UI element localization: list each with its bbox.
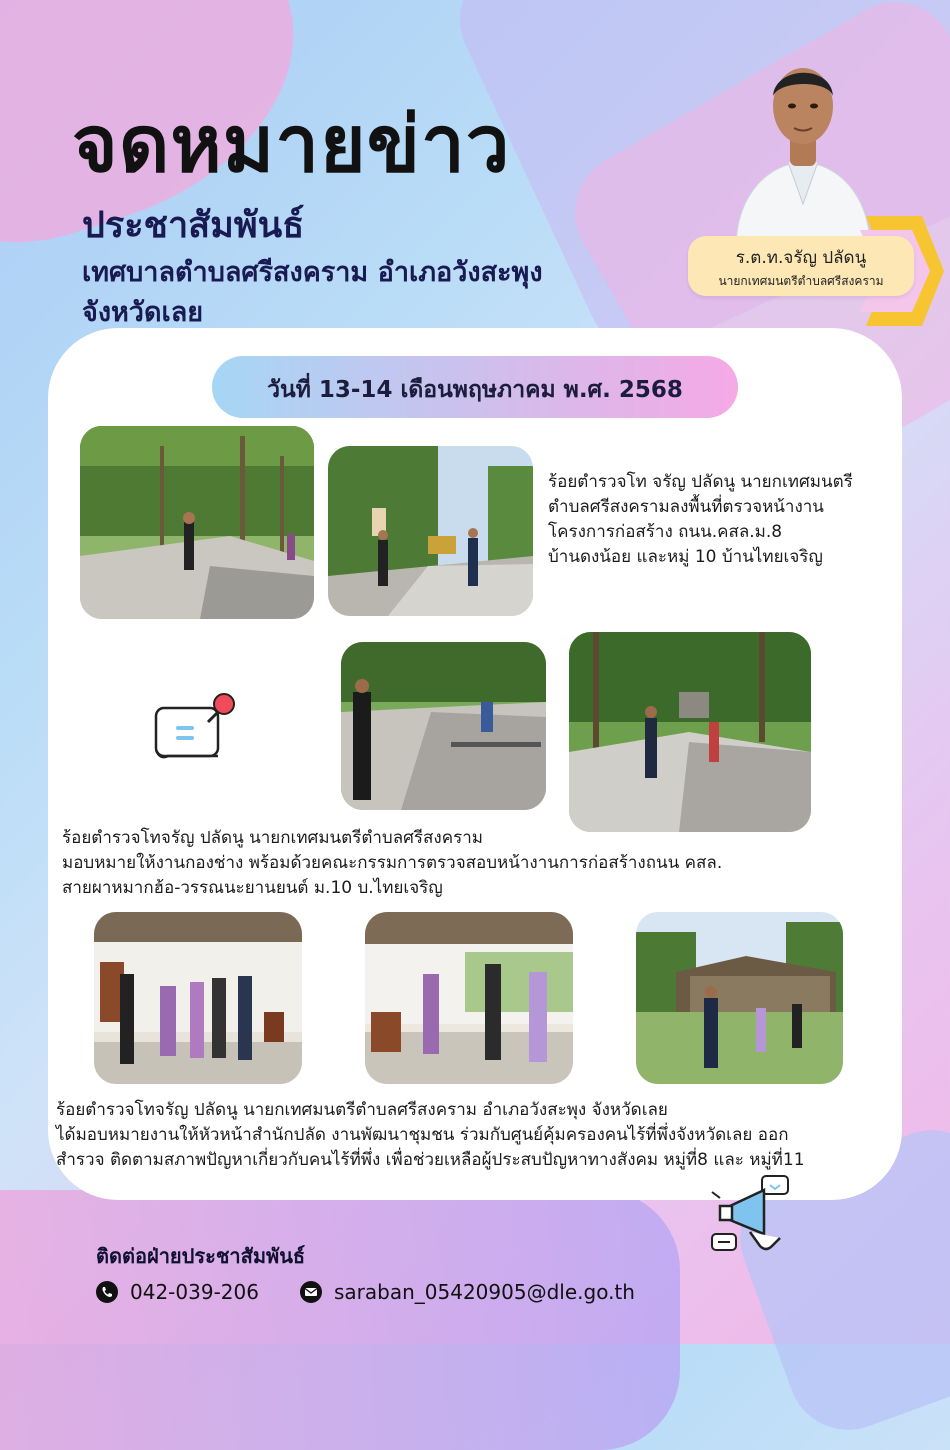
province-name: จังหวัดเลย — [82, 297, 204, 328]
email-icon — [300, 1281, 322, 1303]
photo-concrete-work-1 — [341, 642, 546, 810]
official-name: ร.ต.ท.จรัญ ปลัดนู — [735, 248, 867, 268]
megaphone-icon — [710, 1172, 798, 1258]
photo-community-visit-1 — [94, 912, 302, 1084]
phone-icon — [96, 1281, 118, 1303]
date-text: วันที่ 13-14 เดือนพฤษภาคม พ.ศ. 2568 — [267, 377, 683, 403]
photo-road-inspection-2 — [328, 446, 533, 616]
photo-community-visit-3 — [636, 912, 843, 1084]
photo-concrete-work-2 — [569, 632, 811, 832]
background-shape — [0, 1190, 680, 1450]
memo-pin-icon — [150, 690, 240, 762]
section-1-text: ร้อยตำรวจโท จรัญ ปลัดนู นายกเทศมนตรี ตำบลศรีสงครามลงพื้นที่ตรวจหน้างาน โครงการก่อสร้าง ถนน.คสล.ม.8 บ้านดงน้อย และหมู่ 10 บ้านไทยเจริญ — [548, 472, 853, 567]
contact-email[interactable] — [300, 1278, 635, 1306]
date-banner — [212, 356, 738, 418]
phone-number: 042-039-206 — [130, 1280, 259, 1304]
contact-title: ติดต่อฝ่ายประชาสัมพันธ์ — [96, 1244, 306, 1268]
photo-road-inspection-1 — [80, 426, 314, 619]
newsletter-subtitle: ประชาสัมพันธ์ — [82, 205, 305, 246]
official-name-card — [688, 236, 914, 296]
official-position: นายกเทศมนตรีตำบลศรีสงคราม — [718, 274, 884, 288]
contact-phone[interactable] — [96, 1278, 259, 1306]
section-3-text: ร้อยตำรวจโทจรัญ ปลัดนู นายกเทศมนตรีตำบลศรีสงคราม อำเภอวังสะพุง จังหวัดเลย ได้มอบหมายงานให้หัวหน้าสำนักปลัด งานพัฒนาชุมชน ร่วมกับศูนย์คุ้มครองคนไร้ที่พึ่งจังหวัดเลย ออก สำรวจ ติดตามสภาพปัญหาเกี่ยวกับคนไร้ที่พึ่ง เพื่อช่วยเหลือผู้ประสบปัญหาทางสังคม หมู่ที่8 และ หมู่ที่11 — [56, 1100, 805, 1170]
organization-name: เทศบาลตำบลศรีสงคราม อำเภอวังสะพุง — [82, 257, 543, 288]
email-address: saraban_05420905@dle.go.th — [334, 1280, 635, 1304]
section-2-text: ร้อยตำรวจโทจรัญ ปลัดนู นายกเทศมนตรีตำบลศรีสงคราม มอบหมายให้งานกองช่าง พร้อมด้วยคณะกรรมการตรวจสอบหน้างานการก่อสร้างถนน คสล. สายผาหมากฮ้อ-วรรณนะยานยนต์ ม.10 บ.ไทยเจริญ — [62, 828, 723, 898]
photo-community-visit-2 — [365, 912, 573, 1084]
newsletter-title: จดหมายข่าว — [72, 100, 511, 190]
